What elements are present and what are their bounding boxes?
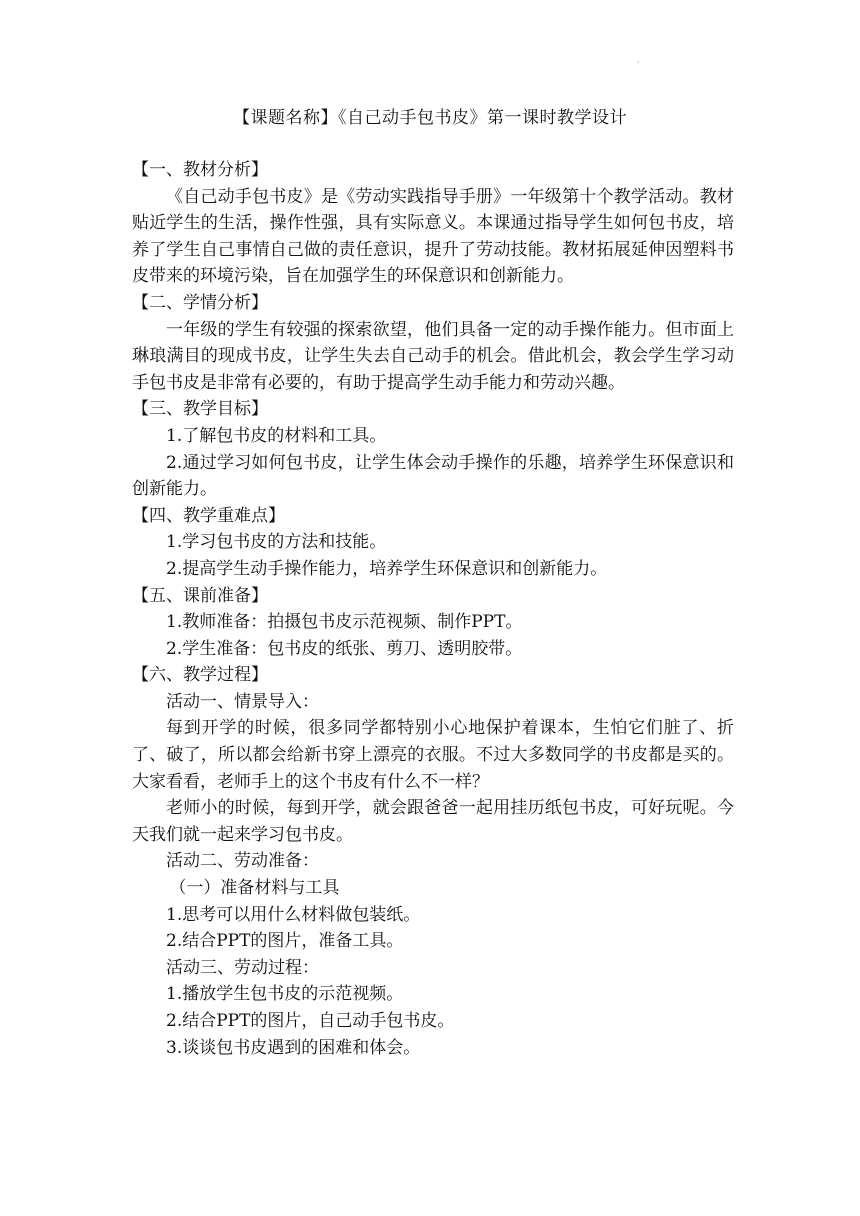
activity-3-heading: 活动三、劳动过程： xyxy=(166,957,319,978)
preparation-item-1: 1.教师准备：拍摄包书皮示范视频、制作PPT。 xyxy=(166,612,523,633)
objective-item-2: 2.通过学习如何包书皮，让学生体会动手操作的乐趣，培养学生环保意识和创新能力。 xyxy=(132,452,734,500)
objective-item-1: 1.了解包书皮的材料和工具。 xyxy=(166,425,387,446)
section-heading-1: 【一、教材分析】 xyxy=(132,160,268,180)
page-title: 【课题名称】《自己动手包书皮》第一课时教学设计 xyxy=(233,108,627,128)
section-heading-2: 【二、学情分析】 xyxy=(132,292,268,313)
activity-1-paragraph-1: 每到开学的时候，很多同学都特别小心地保护着课本，生怕它们脏了、折了、破了，所以都会给新书穿上漂亮的衣服。不过大多数同学的书皮都是买的。大家看看，老师手上的这个书皮有什么不一样？ xyxy=(132,718,734,792)
activity-2-subheading: （一）准备材料与工具 xyxy=(169,878,340,899)
activity-2-item-2: 2.结合PPT的图片，准备工具。 xyxy=(166,931,404,952)
activity-3-item-2: 2.结合PPT的图片，自己动手包书皮。 xyxy=(166,1011,455,1031)
preparation-item-2: 2.学生准备：包书皮的纸张、剪刀、透明胶带。 xyxy=(166,638,523,659)
keypoint-item-2: 2.提高学生动手操作能力，培养学生环保意识和创新能力。 xyxy=(166,558,608,579)
activity-2-heading: 活动二、劳动准备： xyxy=(166,851,319,872)
section-paragraph-2: 一年级的学生有较强的探索欲望，他们具备一定的动手操作能力。但市面上琳琅满目的现成书皮，让学生失去自己动手的机会。借此机会，教会学生学习动手包书皮是非常有必要的，有助于提高学生动手能力和劳动兴趣。 xyxy=(132,319,734,393)
document-body xyxy=(132,157,734,1061)
section-heading-6: 【六、教学过程】 xyxy=(132,665,268,686)
keypoint-item-1: 1.学习包书皮的方法和技能。 xyxy=(166,532,387,553)
section-heading-3: 【三、教学目标】 xyxy=(132,399,268,420)
section-paragraph-1: 《自己动手包书皮》是《劳动实践指导手册》一年级第十个教学活动。教材贴近学生的生活，操作性强，具有实际意义。本课通过指导学生如何包书皮，培养了学生自己事情自己做的责任意识，提升了劳动技能。教材拓展延伸因塑料书皮带来的环境污染，旨在加强学生的环保意识和创新能力。 xyxy=(132,186,734,287)
section-heading-4: 【四、教学重难点】 xyxy=(132,505,285,526)
activity-3-item-1: 1.播放学生包书皮的示范视频。 xyxy=(166,984,404,1005)
activity-1-paragraph-2: 老师小的时候，每到开学，就会跟爸爸一起用挂历纸包书皮，可好玩呢。今天我们就一起来学习包书皮。 xyxy=(132,798,734,845)
activity-2-item-1: 1.思考可以用什么材料做包装纸。 xyxy=(166,904,421,925)
header-mark: · xyxy=(637,58,640,67)
activity-3-item-3: 3.谈谈包书皮遇到的困难和体会。 xyxy=(166,1037,421,1058)
activity-1-heading: 活动一、情景导入： xyxy=(166,691,319,712)
section-heading-5: 【五、课前准备】 xyxy=(132,585,268,606)
